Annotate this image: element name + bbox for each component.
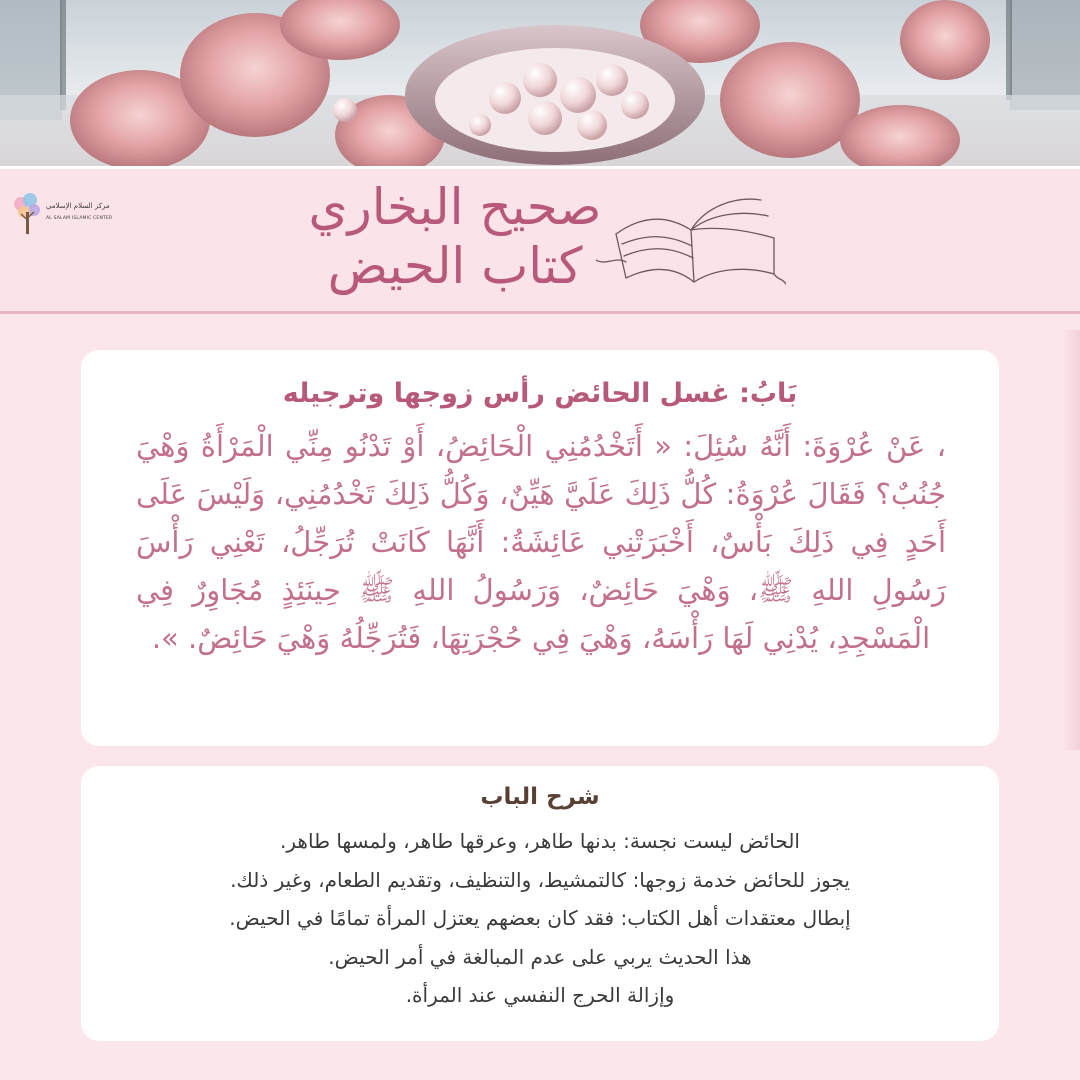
side-decoration [1062,330,1080,750]
sharh-point: إبطال معتقدات أهل الكتاب: فقد كان بعضهم يعتزل المرأة تمامًا في الحيض. [229,906,851,930]
hero-photo [0,0,1080,168]
roses-pearls-illustration [0,0,1080,168]
header-divider [0,311,1080,314]
sharh-point: هذا الحديث يربي على عدم المبالغة في أمر الحيض. [328,944,752,969]
sharh-point: يجوز للحائض خدمة زوجها: كالتمشيط، والتنظيف، وتقديم الطعام، وغير ذلك. [230,867,850,892]
book-title: صحيح البخاري [308,178,602,236]
chapter-title: بَابُ: غسل الحائض رأس زوجها وترجيله [282,378,798,409]
tree-logo-icon [12,190,44,242]
open-book-icon [596,186,786,296]
page-title [290,178,620,296]
logo-english-name: AL SALAM ISLAMIC CENTER [46,216,113,221]
center-logo [12,190,112,242]
sharh-card [81,766,999,1041]
sharh-points [101,822,979,1015]
hadith-text: ، عَنْ عُرْوَةَ: أَنَّهُ سُئِلَ: « أَتَخْدُمُنِي الْحَائِضُ، أَوْ تَدْنُو مِنِّي الْمَرْأَةُ وَهْيَ جُنُبٌ؟ فَقَالَ عُرْوَةُ: كُلُّ ذَلِكَ عَلَيَّ هَيِّنٌ، وَكُلُّ ذَلِكَ تَخْدُمُنِي، وَلَيْسَ عَلَى أَحَدٍ فِي ذَلِكَ بَأْسٌ، أَخْبَرَتْنِي عَائِشَةُ: أَنَّهَا كَانَتْ تُرَجِّلُ، تَعْنِي رَأْسَ رَسُولِ اللهِ ﷺ، وَهْيَ حَائِضٌ، وَرَسُولُ اللهِ ﷺ حِينَئِذٍ مُجَاوِرٌ فِي الْمَسْجِدِ، يُدْنِي لَهَا رَأْسَهُ، وَهْيَ فِي حُجْرَتِهَا، فَتُرَجِّلُهُ وَهْيَ حَائِضٌ. ». [136,429,946,655]
sharh-title: شرح الباب [480,784,600,810]
sharh-point: وإزالة الحرج النفسي عند المرأة. [405,983,675,1007]
logo-arabic-name: مركز السلام الإسلامي [46,202,110,210]
sharh-point: الحائض ليست نجسة: بدنها طاهر، وعرقها طاهر، ولمسها طاهر. [280,829,800,853]
section-title: كتاب الحيض [327,237,583,295]
hadith-card [81,350,999,746]
